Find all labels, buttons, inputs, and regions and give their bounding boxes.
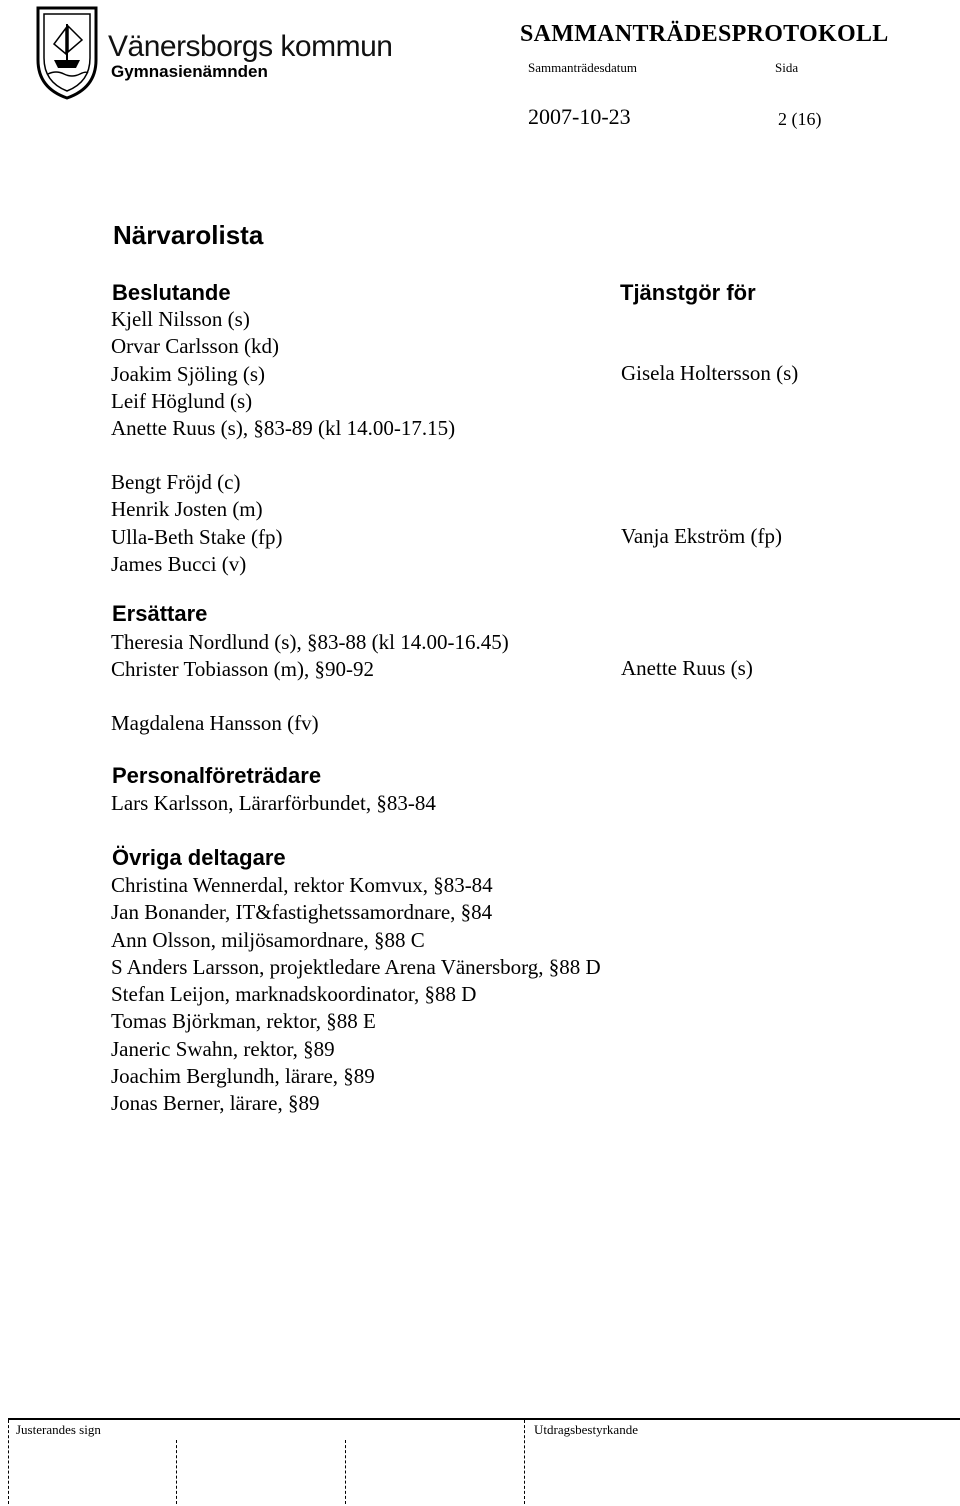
signature-box-divider xyxy=(345,1440,346,1504)
list-item: S Anders Larsson, projektledare Arena Vänersborg, §88 D xyxy=(111,954,601,979)
list-item: Christer Tobiasson (m), §90-92 xyxy=(111,657,374,682)
list-item: Tomas Björkman, rektor, §88 E xyxy=(111,1009,376,1034)
list-item: Jonas Berner, lärare, §89 xyxy=(111,1091,320,1116)
list-item: Joakim Sjöling (s) xyxy=(111,361,266,386)
date-label: Sammanträdesdatum xyxy=(528,60,638,75)
page-title: Närvarolista xyxy=(113,220,264,250)
beslutande-group-1 xyxy=(111,306,455,442)
list-item: Christina Wennerdal, rektor Komvux, §83-84 xyxy=(111,873,493,897)
serving-for-item: Anette Ruus (s) xyxy=(621,656,753,680)
list-item: James Bucci (v) xyxy=(111,551,247,576)
personal-heading: Personalföreträdare xyxy=(112,763,322,788)
ersattare-list xyxy=(111,629,509,684)
municipality-coat-of-arms-icon xyxy=(34,0,100,100)
ovriga-heading: Övriga deltagare xyxy=(112,845,286,870)
list-item: Bengt Fröjd (c) xyxy=(111,470,241,494)
serving-for-item: Gisela Holtersson (s) xyxy=(621,361,799,385)
footer-divider xyxy=(8,1418,960,1420)
list-item: Janeric Swahn, rektor, §89 xyxy=(111,1036,335,1061)
list-item: Kjell Nilsson (s) xyxy=(111,307,250,331)
list-item: Henrik Josten (m) xyxy=(111,497,263,522)
list-item: Jan Bonander, IT&fastighetssamordnare, §84 xyxy=(111,900,493,925)
list-item: Lars Karlsson, Lärarförbundet, §83-84 xyxy=(111,791,436,815)
list-item: Anette Ruus (s), §83-89 (kl 14.00-17.15) xyxy=(111,416,456,441)
page-label: Sida xyxy=(775,60,799,75)
beslutande-heading: Beslutande xyxy=(112,280,231,305)
document-type: SAMMANTRÄDESPROTOKOLL xyxy=(520,21,889,47)
list-item: Joachim Berglundh, lärare, §89 xyxy=(111,1064,375,1089)
justerandes-sign-label: Justerandes sign xyxy=(16,1422,101,1437)
signature-box-divider xyxy=(8,1420,9,1504)
list-item: Ulla-Beth Stake (fp) xyxy=(111,524,283,549)
ovriga-list xyxy=(111,872,601,1118)
utdragsbestyrkande-label: Utdragsbestyrkande xyxy=(534,1422,638,1437)
list-item: Stefan Leijon, marknadskoordinator, §88 D xyxy=(111,982,477,1007)
department-name: Gymnasienämnden xyxy=(111,62,268,81)
list-item: Theresia Nordlund (s), §83-88 (kl 14.00-16.45) xyxy=(111,630,509,654)
list-item: Magdalena Hansson (fv) xyxy=(111,711,319,735)
ersattare-heading: Ersättare xyxy=(112,601,208,626)
beslutande-group-2 xyxy=(111,469,282,578)
organization-name: Vänersborgs kommun xyxy=(108,30,393,63)
serving-for-item: Vanja Ekström (fp) xyxy=(621,524,782,548)
page-number: 2 (16) xyxy=(778,109,822,129)
list-item: Ann Olsson, miljösamordnare, §88 C xyxy=(111,927,425,952)
list-item: Leif Höglund (s) xyxy=(111,388,253,413)
signature-box-divider xyxy=(176,1440,177,1504)
serving-for-heading: Tjänstgör för xyxy=(620,280,756,305)
list-item: Orvar Carlsson (kd) xyxy=(111,334,279,359)
meeting-date: 2007-10-23 xyxy=(528,104,631,129)
signature-box-divider xyxy=(524,1420,525,1504)
